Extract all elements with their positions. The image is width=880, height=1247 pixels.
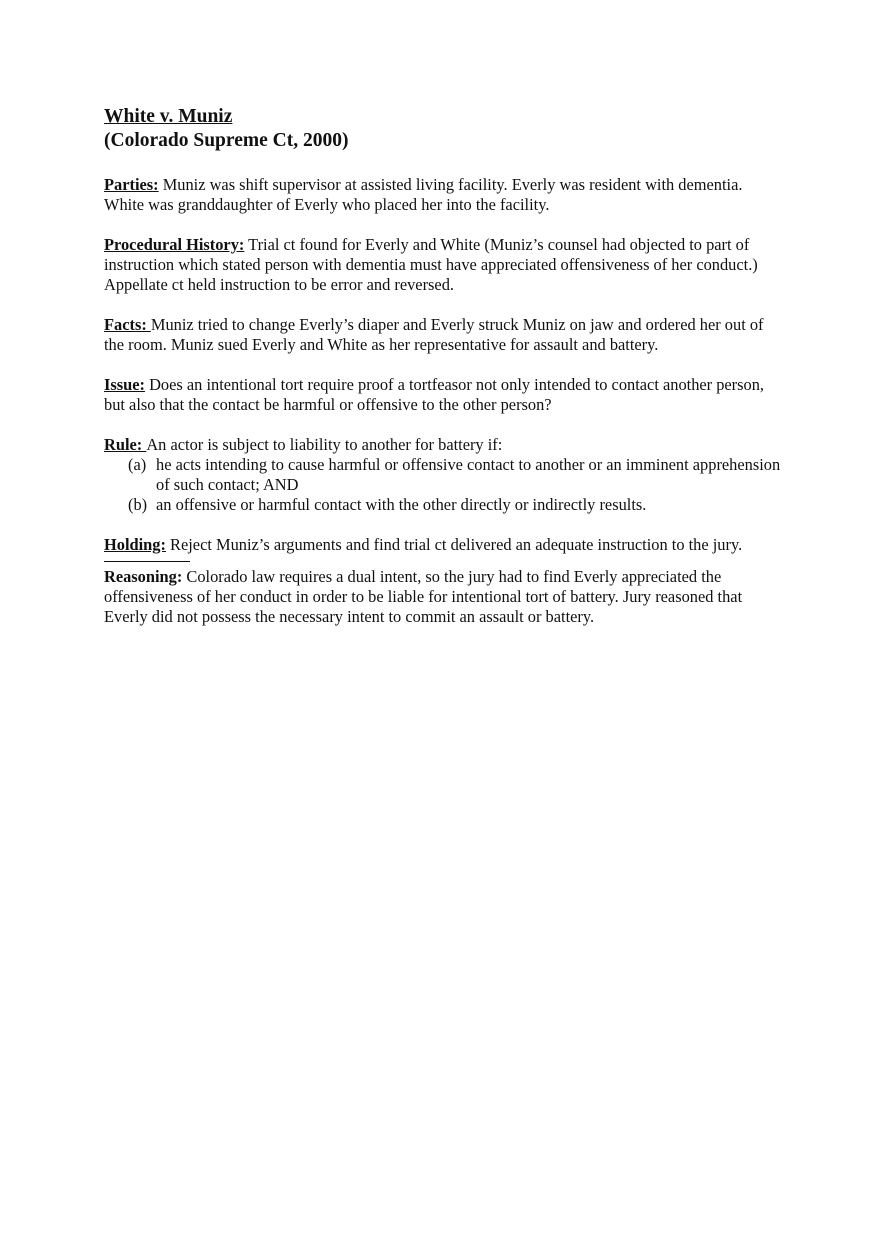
section-divider (104, 561, 190, 562)
procedural-history-label: Procedural History: (104, 235, 245, 254)
list-marker: (a) (128, 455, 147, 474)
issue-label: Issue: (104, 375, 145, 394)
parties-section (104, 175, 784, 215)
holding-text: Reject Muniz’s arguments and find trial ct delivered an adequate instruction to the jury. (165, 535, 743, 554)
reasoning-text: Colorado law requires a dual intent, so the jury had to find Everly appreciated the offensiveness of her conduct in order to be liable for intentional tort of battery. Jury reasoned that Everly did not possess the necessary intent to commit an assault or battery. (104, 567, 743, 626)
case-name: White v. Muniz (104, 106, 233, 127)
holding-label: Holding: (104, 535, 166, 554)
facts-section (104, 315, 784, 355)
rule-elements-list (104, 455, 784, 515)
list-marker: (b) (128, 495, 148, 514)
reasoning-label: Reasoning: (104, 567, 183, 586)
rule-text: An actor is subject to liability to another for battery if: (146, 435, 503, 454)
facts-label: Facts: (104, 315, 151, 334)
rule-section (104, 435, 784, 515)
parties-label: Parties: (104, 175, 159, 194)
court-and-year: (Colorado Supreme Ct, 2000) (104, 130, 349, 151)
issue-text: Does an intentional tort require proof a tortfeasor not only intended to contact another person, but also that the contact be harmful or offensive to the other person? (104, 375, 765, 414)
reasoning-section (104, 567, 784, 627)
procedural-history-section (104, 235, 784, 295)
procedural-history-text: Trial ct found for Everly and White (Muniz’s counsel had objected to part of instruction which stated person with dementia must have appreciated offensiveness of her conduct.) Appellate ct held instruction to be error and reversed. (104, 235, 758, 294)
issue-section (104, 375, 784, 415)
list-item (128, 495, 784, 515)
document-page (104, 105, 784, 627)
facts-text: Muniz tried to change Everly’s diaper and Everly struck Muniz on jaw and ordered her out of the room. Muniz sued Everly and White as her representative for assault and battery. (104, 315, 764, 354)
holding-section (104, 535, 784, 555)
rule-label: Rule: (104, 435, 147, 454)
list-item (128, 455, 784, 495)
parties-text: Muniz was shift supervisor at assisted living facility. Everly was resident with dementia. White was granddaughter of Everly who placed her into the facility. (104, 175, 743, 214)
list-item-text: an offensive or harmful contact with the other directly or indirectly results. (156, 495, 647, 514)
list-item-text: he acts intending to cause harmful or offensive contact to another or an imminent apprehension of such contact; AND (156, 455, 781, 494)
case-title (104, 105, 784, 153)
